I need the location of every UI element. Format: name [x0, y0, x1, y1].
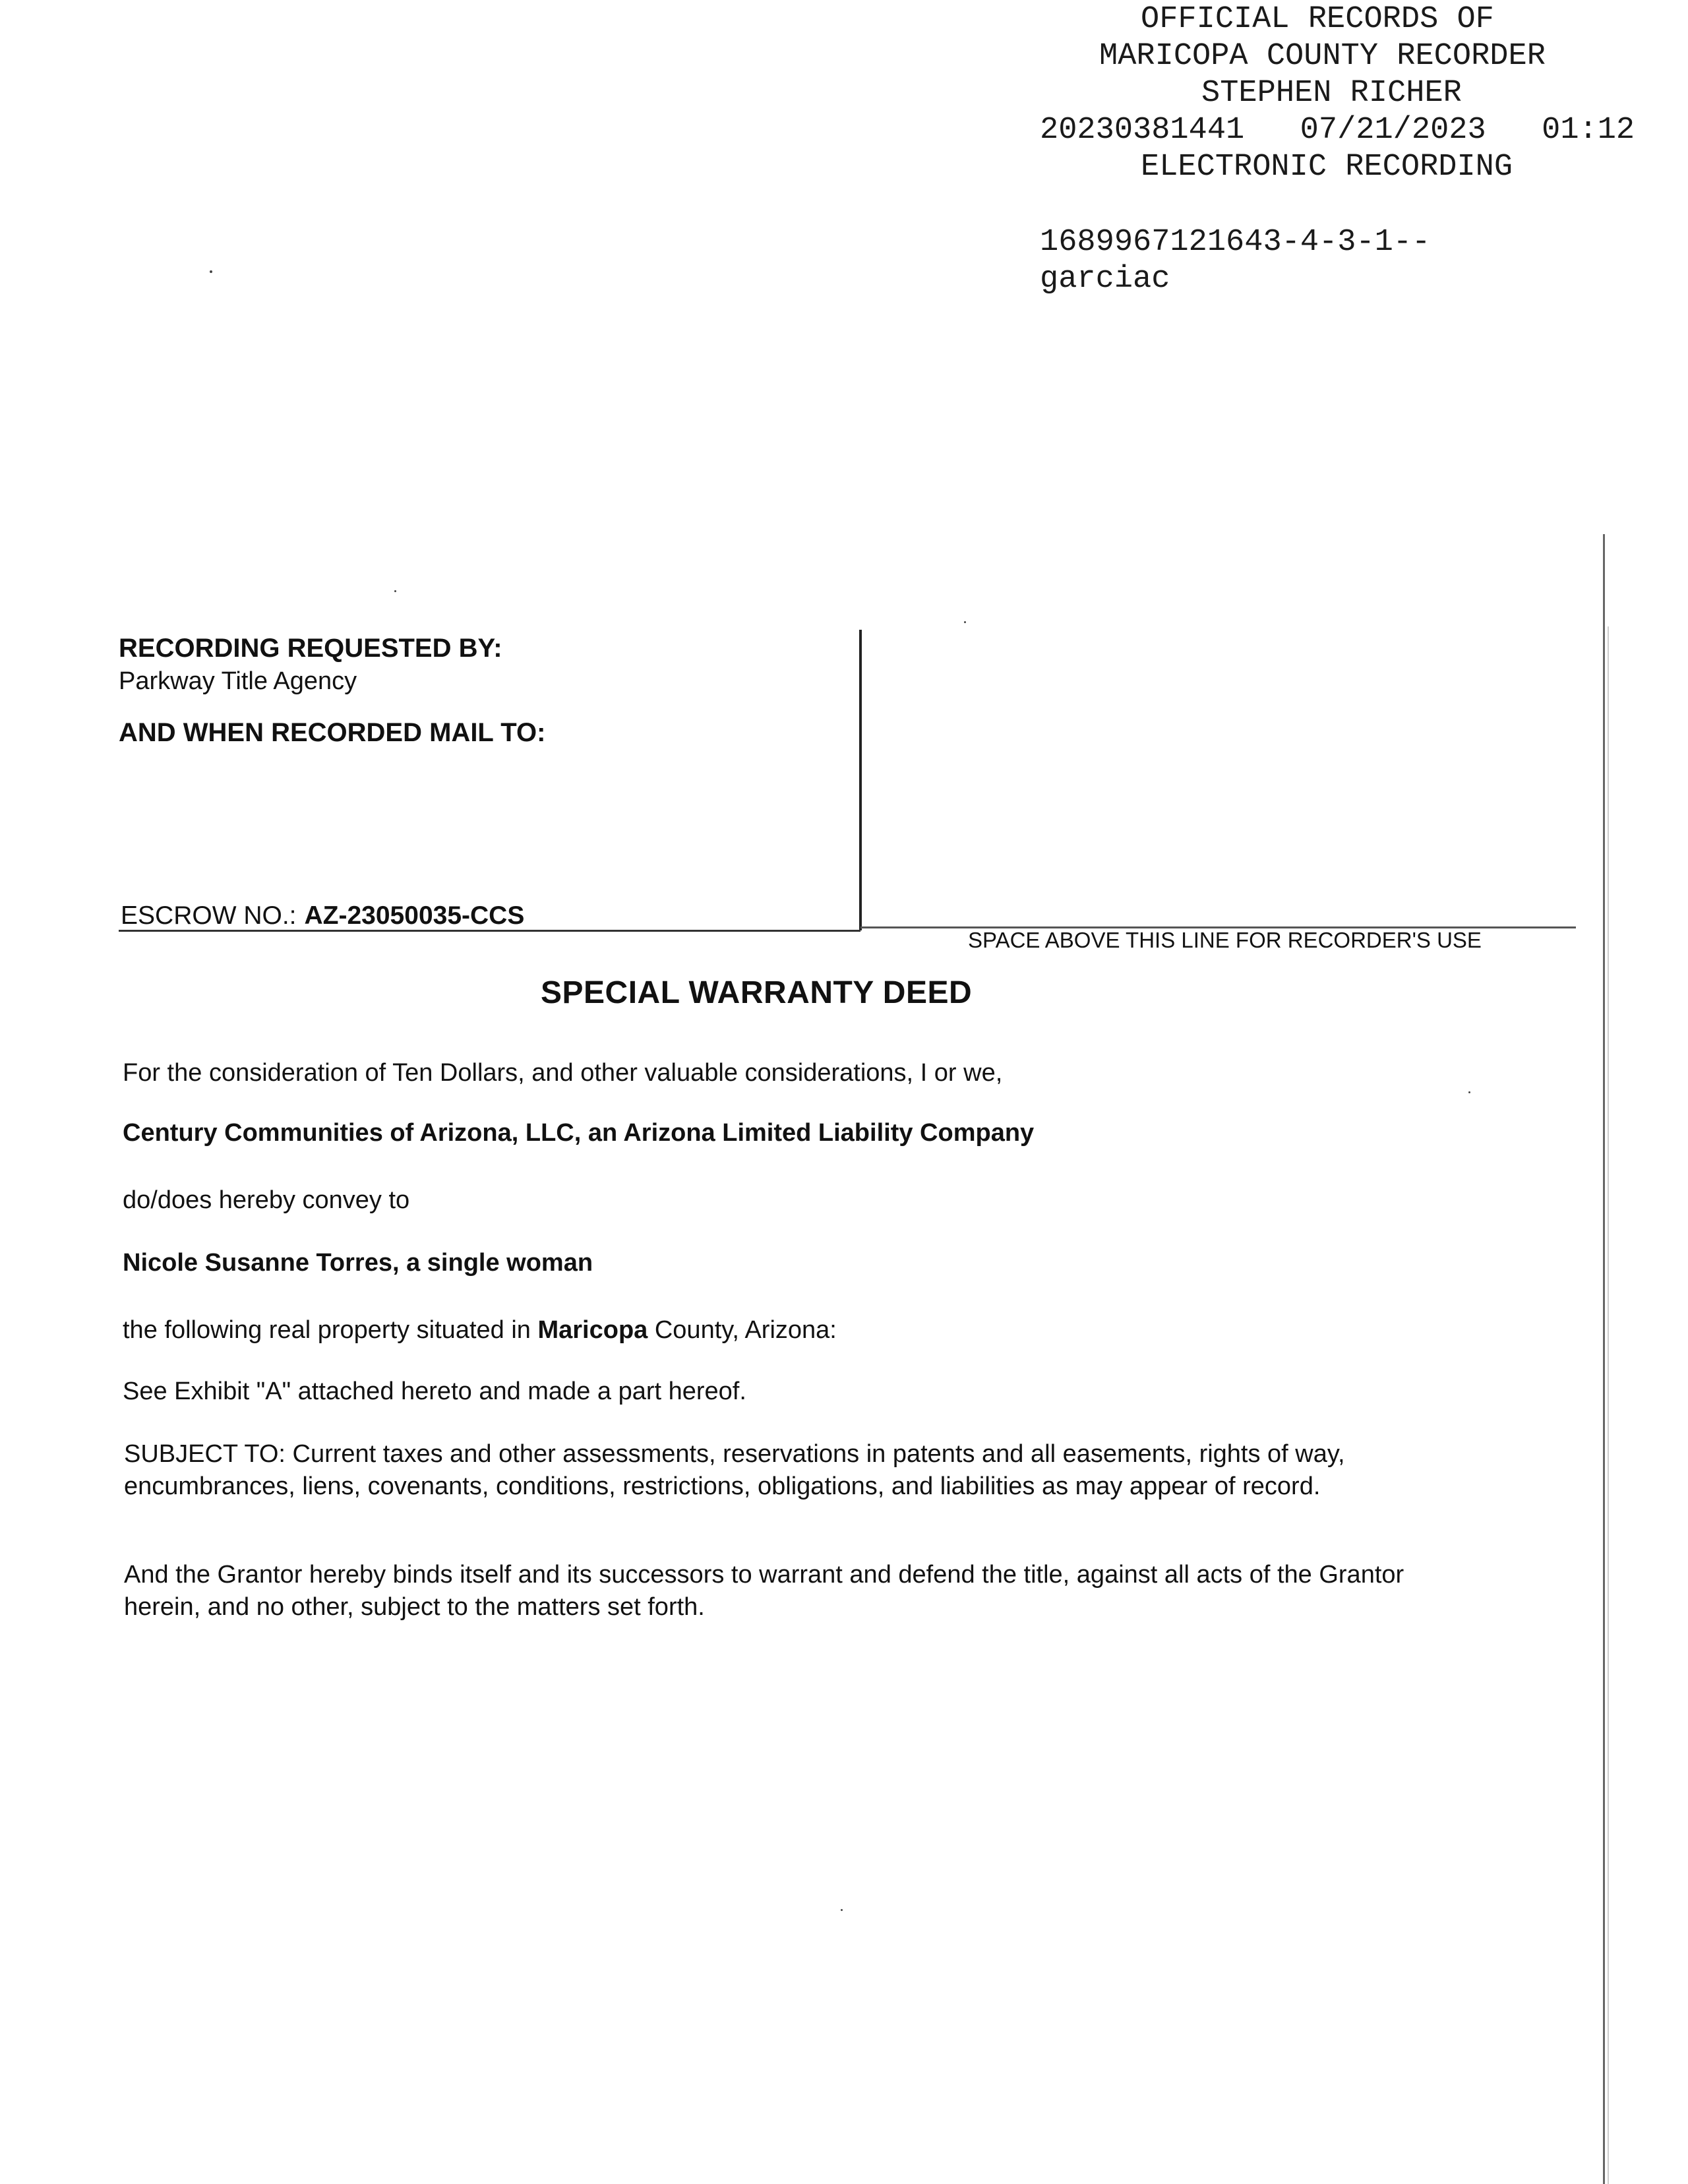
mail-to-label: AND WHEN RECORDED MAIL TO: — [119, 718, 546, 747]
recording-batch-id: 1689967121643-4-3-1-- — [1040, 225, 1431, 260]
scan-speck — [964, 621, 966, 623]
recording-requested-value: Parkway Title Agency — [119, 667, 357, 695]
scan-speck — [841, 1909, 843, 1911]
property-text-before: the following real property situated in — [123, 1316, 538, 1344]
exhibit-reference: See Exhibit "A" attached hereto and made a part hereof. — [123, 1378, 746, 1405]
subject-to-paragraph: SUBJECT TO: Current taxes and other assessments, reservations in patents and all easements, rights of way, encumbrances, liens, covenants, conditions, restrictions, obligations, and liabilities as may appear of record. — [124, 1440, 1345, 1500]
recorder-use-note: SPACE ABOVE THIS LINE FOR RECORDER'S USE — [968, 928, 1482, 952]
escrow-number-line — [121, 901, 524, 931]
recorder-stamp-line-5: ELECTRONIC RECORDING — [1141, 150, 1513, 185]
document-title: SPECIAL WARRANTY DEED — [541, 975, 973, 1010]
recording-number-date-time: 20230381441 07/21/2023 01:12 — [1040, 113, 1635, 148]
scan-edge-line — [1603, 534, 1605, 2184]
recorder-stamp-line-2: MARICOPA COUNTY RECORDER — [1099, 39, 1546, 74]
warranty-paragraph: And the Grantor hereby binds itself and its successors to warrant and defend the title, against all acts of the Grantor herein, and no other, subject to the matters set forth. — [124, 1561, 1404, 1621]
header-box-divider — [859, 630, 862, 930]
scan-speck — [1468, 1091, 1470, 1093]
escrow-label: ESCROW NO.: — [121, 901, 297, 930]
scan-edge-line — [1608, 626, 1609, 2184]
property-location-text — [123, 1315, 837, 1345]
grantee-name: Nicole Susanne Torres, a single woman — [123, 1249, 593, 1277]
recorder-stamp-line-3: STEPHEN RICHER — [1201, 76, 1462, 111]
scan-speck — [210, 270, 212, 273]
consideration-text: For the consideration of Ten Dollars, and other valuable considerations, I or we, — [123, 1059, 1003, 1087]
property-text-after: County, Arizona: — [648, 1316, 837, 1344]
scan-speck — [394, 590, 396, 592]
recorder-stamp-line-1: OFFICIAL RECORDS OF — [1141, 2, 1494, 37]
convey-text: do/does hereby convey to — [123, 1186, 410, 1214]
recording-clerk-id: garciac — [1040, 262, 1170, 297]
county-name: Maricopa — [537, 1316, 648, 1344]
escrow-number: AZ-23050035-CCS — [304, 901, 525, 930]
grantor-name: Century Communities of Arizona, LLC, an Arizona Limited Liability Company — [123, 1119, 1035, 1147]
recording-requested-label: RECORDING REQUESTED BY: — [119, 634, 502, 663]
